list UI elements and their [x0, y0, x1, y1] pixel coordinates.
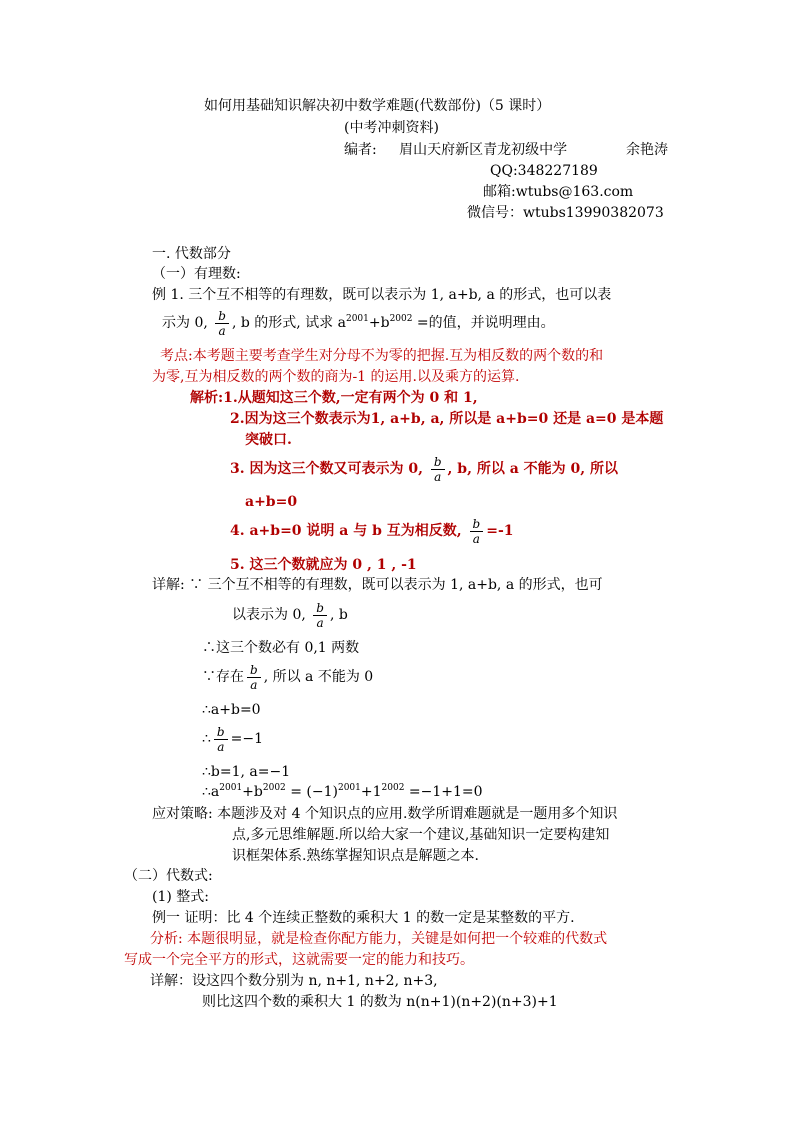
- fenxi-line2: 写成一个完全平方的形式，这就需要一定的能力和技巧。: [124, 952, 474, 968]
- editor-label: 编者:: [344, 142, 377, 158]
- xiangjie-line7: ∴b=1, a=−1: [202, 764, 291, 780]
- fraction-b-over-a: $\frac{b}{a}$: [470, 517, 484, 546]
- example-2-text: 例一 证明：比 4 个连续正整数的乘积大 1 的数一定是某整数的平方.: [152, 910, 575, 926]
- jiexi-step1: 解析:1.从题知这三个数,一定有两个为 0 和 1,: [190, 390, 478, 406]
- author-name: 余艳涛: [626, 142, 668, 158]
- section-heading: 一. 代数部分: [152, 246, 231, 262]
- xiangjie-line5: ∴a+b=0: [202, 702, 261, 718]
- xiangjie2-line1: 详解：设这四个数分别为 n, n+1, n+2, n+3,: [150, 973, 438, 989]
- section2-subheading: (1) 整式:: [152, 889, 209, 905]
- email-contact: 邮箱:wtubs@163.com: [483, 184, 634, 200]
- xiangjie-line4: ∵存在 $\frac{b}{a}$ , 所以 a 不能为 0: [202, 662, 374, 692]
- fraction-b-over-a: $\frac{b}{a}$: [431, 455, 445, 484]
- strategy-line3: 识框架体系.熟练掌握知识点是解题之本.: [232, 848, 479, 864]
- xiangjie-line2: 以表示为 0, $\frac{b}{a}$ , b: [232, 600, 348, 630]
- xiangjie-line3: ∴这三个数必有 0,1 两数: [202, 640, 360, 656]
- fenxi-line1: 分析: 本题很明显，就是检查你配方能力，关键是如何把一个较难的代数式: [150, 931, 608, 947]
- xiangjie2-line2: 则比这四个数的乘积大 1 的数为 n(n+1)(n+2)(n+3)+1: [202, 994, 558, 1010]
- strategy-line1: 应对策略: 本题涉及对 4 个知识点的应用.数学所谓难题就是一题用多个知识: [152, 806, 618, 822]
- kaodian-line2: 为零,互为相反数的两个数的商为-1 的运用.以及乘方的运算.: [152, 369, 520, 385]
- school-name: 眉山天府新区青龙初级中学: [399, 142, 568, 158]
- editor-line: [344, 140, 567, 160]
- example-1-text-line2: 示为 0, $\frac{b}{a}$ , b 的形式, 试求 $a^{2001}+b^{2002}$ =的值，并说明理由。: [162, 308, 555, 338]
- xiangjie-line1: 详解: ∵ 三个互不相等的有理数，既可以表示为 1, a+b, a 的形式，也可: [152, 577, 603, 593]
- jiexi-step5: 5. 这三个数就应为 0 , 1 , -1: [230, 557, 417, 573]
- document-subtitle: (中考冲刺资料): [344, 120, 439, 136]
- strategy-line2: 点,多元思维解题.所以给大家一个建议,基础知识一定要构建知: [232, 827, 610, 843]
- wechat-contact: 微信号：wtubs13990382073: [467, 205, 664, 221]
- section2-heading: （二）代数式:: [124, 868, 213, 884]
- jiexi-step2-cont: 突破口.: [245, 432, 292, 448]
- jiexi-step3-cont: a+b=0: [245, 494, 298, 510]
- subsection-heading: （一）有理数:: [152, 266, 241, 282]
- xiangjie-line8: $\therefore a^{2001}+b^{2002} = (-1)^{2001}+1^{2002} =-1+1=0$: [202, 783, 483, 800]
- kaodian-line1: 考点:本考题主要考查学生对分母不为零的把握.互为相反数的两个数的和: [160, 348, 604, 364]
- qq-contact: QQ:348227189: [490, 163, 598, 179]
- example-1-text: 例 1. 三个互不相等的有理数，既可以表示为 1, a+b, a 的形式，也可以表: [152, 287, 612, 303]
- fraction-b-over-a: $\frac{b}{a}$: [214, 725, 228, 754]
- jiexi-step4: 4. a+b=0 说明 a 与 b 互为相反数, $\frac{b}{a}$ =-1: [230, 516, 514, 546]
- fraction-b-over-a: $\frac{b}{a}$: [247, 663, 261, 692]
- fraction-b-over-a: $\frac{b}{a}$: [313, 601, 327, 630]
- fraction-b-over-a: $\frac{b}{a}$: [215, 309, 229, 338]
- document-title: 如何用基础知识解决初中数学难题(代数部份)（5 课时）: [204, 98, 551, 114]
- xiangjie-line6: ∴ $\frac{b}{a}$ =−1: [202, 724, 263, 754]
- jiexi-step2: 2.因为这三个数表示为1, a+b, a, 所以是 a+b=0 还是 a=0 是本题: [230, 411, 664, 427]
- jiexi-step3: 3. 因为这三个数又可表示为 0, $\frac{b}{a}$ , b, 所以 a 不能为 0, 所以: [230, 454, 619, 484]
